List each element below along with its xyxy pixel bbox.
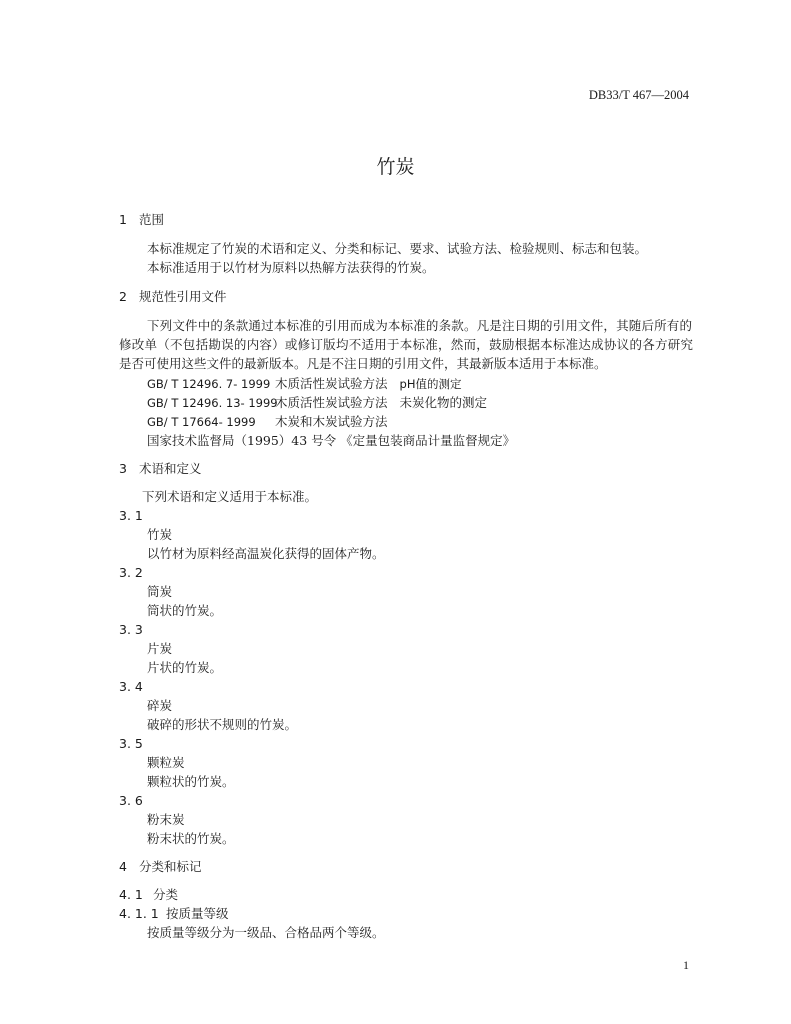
term-definition: 片状的竹炭。 — [147, 660, 223, 675]
reference-item: GB/ T 12496. 13- 1999木质活性炭试验方法 未炭化物的测定 — [147, 395, 488, 410]
term-definition: 粉末状的竹炭。 — [147, 831, 235, 846]
section-4-paragraph: 按质量等级分为一级品、合格品两个等级。 — [147, 925, 385, 940]
document-code: DB33/T 467—2004 — [588, 88, 689, 102]
term-number: 3. 2 — [119, 565, 143, 580]
section-2-heading: 2 规范性引用文件 — [119, 289, 227, 304]
page-number: 1 — [683, 958, 689, 972]
section-1-heading: 1 范围 — [119, 212, 165, 227]
term-number: 3. 6 — [119, 793, 143, 808]
term-name: 颗粒炭 — [147, 755, 185, 770]
term-definition: 颗粒状的竹炭。 — [147, 774, 235, 789]
term-number: 3. 5 — [119, 736, 143, 751]
term-number: 3. 3 — [119, 622, 143, 637]
term-name: 碎炭 — [147, 698, 173, 713]
section-1-paragraph: 本标准适用于以竹材为原料以热解方法获得的竹炭。 — [147, 260, 435, 275]
section-3-intro: 下列术语和定义适用于本标准。 — [142, 489, 318, 504]
reference-item: 国家技术监督局（1995）43 号令 《定量包装商品计量监督规定》 — [147, 433, 516, 448]
section-4-1-heading: 4. 1 分类 — [119, 887, 179, 902]
term-name: 片炭 — [147, 641, 173, 656]
section-2-intro-line: 下列文件中的条款通过本标准的引用而成为本标准的条款。凡是注日期的引用文件，其随后所有的 — [147, 318, 692, 333]
term-name: 竹炭 — [147, 527, 173, 542]
term-number: 3. 1 — [119, 508, 143, 523]
section-3-heading: 3 术语和定义 — [119, 461, 202, 476]
section-4-1-1-heading: 4. 1. 1 按质量等级 — [119, 906, 229, 921]
term-name: 粉末炭 — [147, 812, 185, 827]
term-definition: 以竹材为原料经高温炭化获得的固体产物。 — [147, 546, 385, 561]
term-name: 筒炭 — [147, 584, 173, 599]
section-2-intro-line: 修改单（不包括勘误的内容）或修订版均不适用于本标准，然而，鼓励根据本标准达成协议的各方研究 — [119, 337, 693, 352]
term-number: 3. 4 — [119, 679, 143, 694]
term-definition: 破碎的形状不规则的竹炭。 — [147, 717, 298, 732]
reference-item: GB/ T 12496. 7- 1999 木质活性炭试验方法 pH值的测定 — [147, 376, 462, 391]
section-2-intro-line: 是否可使用这些文件的最新版本。凡是不注日期的引用文件，其最新版本适用于本标准。 — [119, 356, 607, 371]
document-title: 竹炭 — [376, 156, 415, 178]
term-definition: 筒状的竹炭。 — [147, 603, 223, 618]
section-1-paragraph: 本标准规定了竹炭的术语和定义、分类和标记、要求、试验方法、检验规则、标志和包装。 — [147, 241, 648, 256]
section-4-heading: 4 分类和标记 — [119, 859, 202, 874]
reference-item: GB/ T 17664- 1999 木炭和木炭试验方法 — [147, 414, 388, 429]
